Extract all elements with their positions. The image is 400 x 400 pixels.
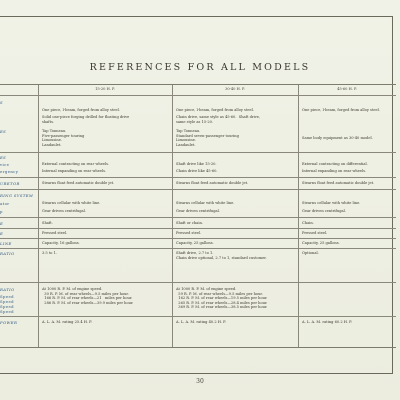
row-cell: Shaft.: [42, 221, 53, 225]
row-cell: Internal expanding on rear wheels.: [302, 169, 367, 173]
row-label: RING SYSTEM: [0, 193, 34, 198]
row-cell: At 1000 R. P. M. of engine speed. 30 R. P. M. of rear wheels—9.5 miles per hour. 166 R. P. M. of rear wheels—21 miles per hour. 286 R. P. M. of rear wheels—39.9 miles per hour.: [42, 287, 134, 305]
specs-table: [0, 84, 396, 348]
row-cell: Shaft or chain.: [176, 221, 203, 225]
row-divider: [0, 228, 396, 229]
row-label: ergency: [0, 169, 19, 174]
row-label: RATIO: [0, 287, 15, 292]
row-label: ES: [0, 129, 7, 134]
page-title: REFERENCES FOR ALL MODELS: [89, 62, 311, 73]
row-divider: [0, 238, 396, 239]
row-label: Speed: [0, 299, 14, 304]
row-cell: Pressed steel.: [42, 231, 68, 235]
row-cell: Stearns float feed automatic double jet.: [302, 181, 375, 185]
row-label: E: [0, 221, 4, 226]
row-label: LINE: [0, 241, 12, 246]
row-label: Speed: [0, 304, 14, 309]
row-cell: External contracting on rear wheels.: [42, 162, 110, 166]
row-cell: Solid one-piece forging drilled for floating drive shafts.: [42, 115, 130, 124]
row-cell: Same body equipment as 30-40 model.: [302, 136, 373, 140]
row-cell: Chain drive, same style as 45-60. Shaft drive, same style as 15-20.: [176, 115, 261, 124]
row-cell: Capacity, 25 gallons.: [176, 241, 214, 245]
row-cell: One piece, I-beam, forged from alloy steel.: [42, 108, 120, 112]
row-label: S: [0, 100, 4, 105]
row-cell: Stearns cellular with white line.: [42, 201, 101, 205]
row-cell: A. L. A. M. rating 25.4 H. P.: [42, 320, 93, 324]
row-label: p: [0, 209, 3, 214]
row-cell: External contracting on differential.: [302, 162, 368, 166]
column-header-15-20: 15-20 H. P.: [95, 87, 115, 91]
row-cell: Internal expanding on rear wheels.: [42, 169, 107, 173]
row-cell: A. L. A. M. rating 40.2 H. P.: [176, 320, 227, 324]
row-cell: Optional.: [302, 251, 319, 255]
row-divider: [0, 316, 396, 317]
column-header-30-40: 30-40 H. P.: [225, 87, 245, 91]
row-divider: [0, 152, 396, 153]
row-cell: Shaft drive like 15-20.: [176, 162, 217, 166]
row-cell: Chain drive like 45-60.: [176, 169, 218, 173]
row-cell: Stearns float feed automatic double jet.: [42, 181, 115, 185]
row-label: POWER: [0, 320, 18, 325]
row-divider: [0, 248, 396, 249]
row-divider: [0, 217, 396, 218]
column-header-45-60: 45-60 H. P.: [337, 87, 357, 91]
row-label: Speed: [0, 294, 14, 299]
row-cell: At 1000 R. P. M. of engine speed. 59 R. P. M. of rear wheels—9.5 miles per hour. 162 R. P. M. of rear wheels—19.5 miles per hour. 265 R. P. M. of rear wheels—28.4 miles per hour. 369 R. P. M. of rear wheels—38.5 miles per hour.: [176, 287, 268, 310]
row-cell: Gear driven centrifugal.: [302, 209, 346, 213]
row-cell: Capacity, 16 gallons.: [42, 241, 80, 245]
page-number: 30: [196, 378, 204, 385]
row-divider: [0, 189, 396, 190]
row-label: vice: [0, 162, 10, 167]
column-divider: [172, 85, 173, 347]
row-label: RATIO: [0, 251, 15, 256]
row-cell: One piece, I-beam, forged from alloy steel.: [302, 108, 380, 112]
row-cell: Tap Tonneau. Five-passenger touring Limousine. Landaulet.: [42, 129, 85, 147]
row-label: E: [0, 231, 4, 236]
row-cell: Chain.: [302, 221, 314, 225]
row-cell: A. L. A. M. rating 60.2 H. P.: [302, 320, 353, 324]
row-label: Speed: [0, 309, 14, 314]
row-cell: Stearns float feed automatic double jet.: [176, 181, 249, 185]
row-divider: [0, 282, 396, 283]
row-cell: 3.5 to 1.: [42, 251, 58, 255]
row-cell: Capacity, 25 gallons.: [302, 241, 340, 245]
row-label: ator: [0, 201, 10, 206]
column-divider: [38, 85, 39, 347]
column-divider: [298, 85, 299, 347]
row-cell: Pressed steel.: [176, 231, 202, 235]
row-label: URETOR: [0, 181, 20, 186]
row-cell: Pressed steel.: [302, 231, 328, 235]
header-divider: [0, 95, 396, 96]
row-cell: Tap Tonneau. Standard seven-passenger touring Limousine. Landaulet.: [176, 129, 239, 147]
row-label: ES: [0, 155, 7, 160]
row-cell: Gear driven centrifugal.: [42, 209, 86, 213]
row-cell: Shaft drive, 2.7 to 1. Chain drive optional, 2.7 to 1, standard customer.: [176, 251, 267, 260]
row-cell: Gear driven centrifugal.: [176, 209, 220, 213]
row-cell: Stearns cellular with white line.: [176, 201, 235, 205]
row-cell: One piece, I-beam, forged from alloy steel.: [176, 108, 254, 112]
row-cell: Stearns cellular with white line.: [302, 201, 361, 205]
row-divider: [0, 177, 396, 178]
